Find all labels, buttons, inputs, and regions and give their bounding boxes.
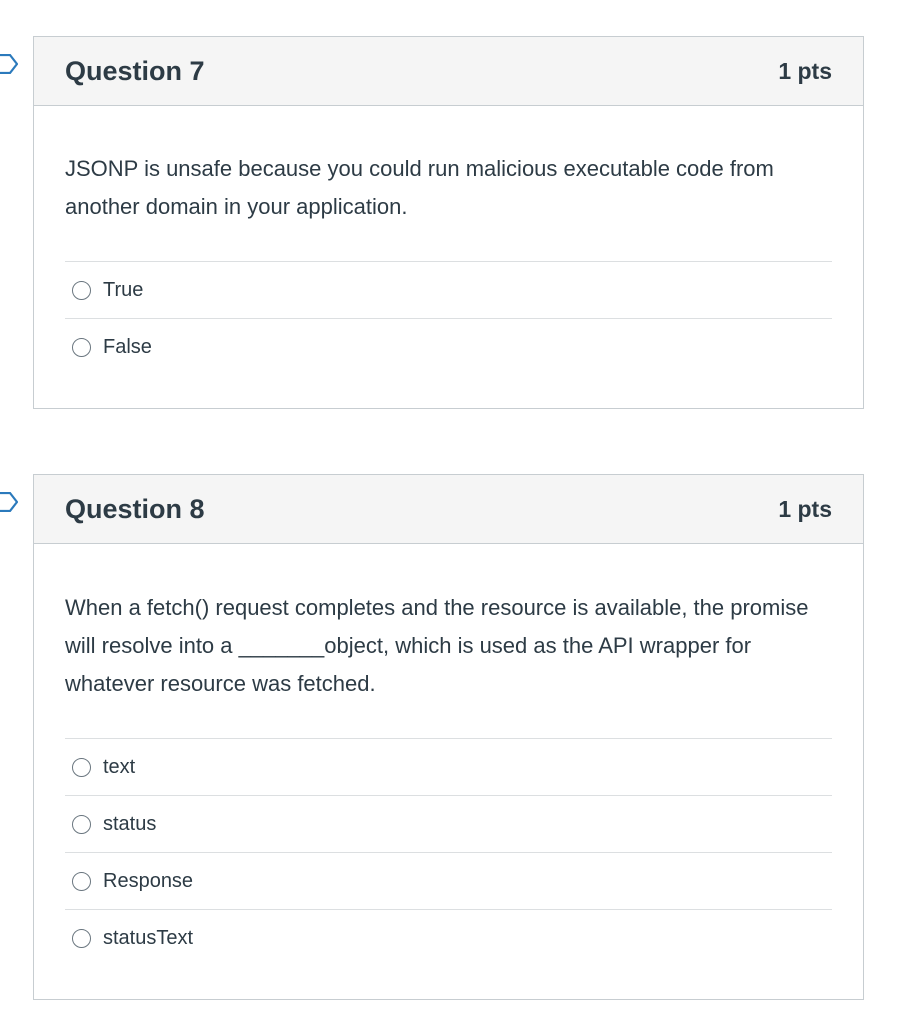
- answer-label[interactable]: Response: [103, 869, 194, 892]
- radio-unchecked-icon[interactable]: [72, 281, 91, 300]
- answer-label[interactable]: status: [103, 812, 157, 835]
- flag-question-icon[interactable]: [0, 492, 18, 512]
- question-points: 1 pts: [778, 495, 832, 522]
- flag-question-icon[interactable]: [0, 54, 18, 74]
- answer-label[interactable]: False: [103, 335, 152, 358]
- answer-label[interactable]: statusText: [103, 926, 194, 949]
- question-body: [34, 544, 863, 966]
- answer-list: [65, 261, 832, 375]
- radio-unchecked-icon[interactable]: [72, 872, 91, 891]
- answer-label[interactable]: True: [103, 278, 144, 301]
- radio-unchecked-icon[interactable]: [72, 929, 91, 948]
- answer-option[interactable]: [65, 909, 832, 966]
- question-8-card: [33, 474, 864, 1000]
- answer-list: [65, 738, 832, 966]
- question-points: 1 pts: [778, 57, 832, 84]
- question-text: When a fetch() request completes and the resource is available, the promise will resolve into a _______object, which is used as the API wrapper for whatever resource was fetched.: [65, 595, 809, 696]
- question-title: Question 8: [65, 493, 205, 524]
- answer-option[interactable]: [65, 738, 832, 795]
- question-7-card: [33, 36, 864, 409]
- radio-unchecked-icon[interactable]: [72, 338, 91, 357]
- radio-unchecked-icon[interactable]: [72, 758, 91, 777]
- answer-option[interactable]: [65, 261, 832, 318]
- answer-option[interactable]: [65, 795, 832, 852]
- answer-option[interactable]: [65, 852, 832, 909]
- radio-unchecked-icon[interactable]: [72, 815, 91, 834]
- question-header: [34, 475, 863, 544]
- question-body: [34, 106, 863, 375]
- answer-option[interactable]: [65, 318, 832, 375]
- answer-label[interactable]: text: [103, 755, 136, 778]
- question-header: [34, 37, 863, 106]
- question-text: JSONP is unsafe because you could run malicious executable code from another domain in your application.: [65, 156, 774, 219]
- question-title: Question 7: [65, 55, 205, 86]
